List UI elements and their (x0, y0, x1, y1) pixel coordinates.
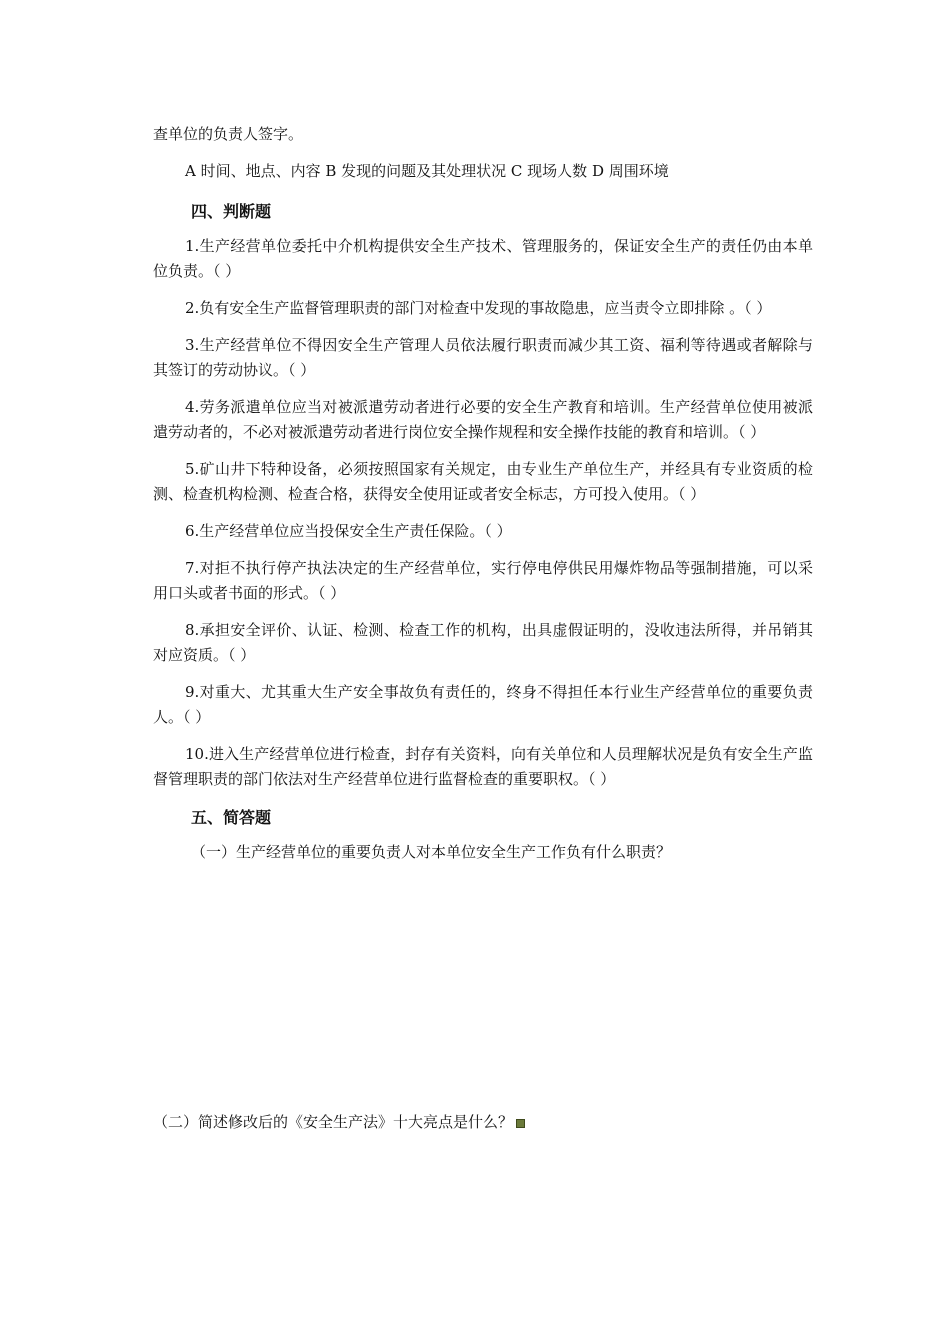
judgment-item-8: 8.承担安全评价、认证、检测、检查工作的机构，出具虚假证明的，没收违法所得，并吊销其对应资质。（ ） (153, 621, 813, 664)
options-line: A 时间、地点、内容 B 发现的问题及其处理状况 C 现场人数 D 周围环境 (185, 162, 669, 180)
judgment-item-7: 7.对拒不执行停产执法决定的生产经营单位，实行停电停供民用爆炸物品等强制措施，可以采用口头或者书面的形式。（ ） (153, 559, 813, 602)
short-answer-question-2-line (153, 1110, 525, 1135)
document-body (153, 122, 813, 865)
judgment-item-3: 3.生产经营单位不得因安全生产管理人员依法履行职责而减少其工资、福利等待遇或者解除与其签订的劳动协议。（ ） (153, 336, 813, 379)
judgment-item-9: 9.对重大、尤其重大生产安全事故负有责任的，终身不得担任本行业生产经营单位的重要负责人。（ ） (153, 683, 813, 726)
continuation-text: 查单位的负责人签字。 (153, 125, 304, 143)
short-answer-question-1: （一）生产经营单位的重要负责人对本单位安全生产工作负有什么职责？ (191, 843, 672, 861)
judgment-item-10: 10.进入生产经营单位进行检查，封存有关资料，向有关单位和人员理解状况是负有安全生产监督管理职责的部门依法对生产经营单位进行监督检查的重要职权。（ ） (153, 745, 813, 788)
judgment-item-5: 5.矿山井下特种设备，必须按照国家有关规定，由专业生产单位生产，并经具有专业资质的检测、检查机构检测、检查合格，获得安全使用证或者安全标志，方可投入使用。（ ） (153, 460, 813, 503)
section-heading-judgment: 四、判断题 (191, 202, 272, 221)
small-square-mark-icon (516, 1119, 525, 1128)
short-answer-question-2: （二）简述修改后的《安全生产法》十大亮点是什么？ (153, 1113, 514, 1131)
judgment-item-6: 6.生产经营单位应当投保安全生产责任保险。（ ） (185, 522, 512, 540)
section-heading-short-answer: 五、简答题 (191, 808, 272, 827)
judgment-item-1: 1.生产经营单位委托中介机构提供安全生产技术、管理服务的，保证安全生产的责任仍由本单位负责。（ ） (153, 237, 813, 280)
judgment-item-2: 2.负有安全生产监督管理职责的部门对检查中发现的事故隐患，应当责令立即排除 。（ ） (185, 299, 772, 317)
judgment-item-4: 4.劳务派遣单位应当对被派遣劳动者进行必要的安全生产教育和培训。生产经营单位使用被派遣劳动者的，不必对被派遣劳动者进行岗位安全操作规程和安全操作技能的教育和培训。（ ） (153, 398, 813, 441)
